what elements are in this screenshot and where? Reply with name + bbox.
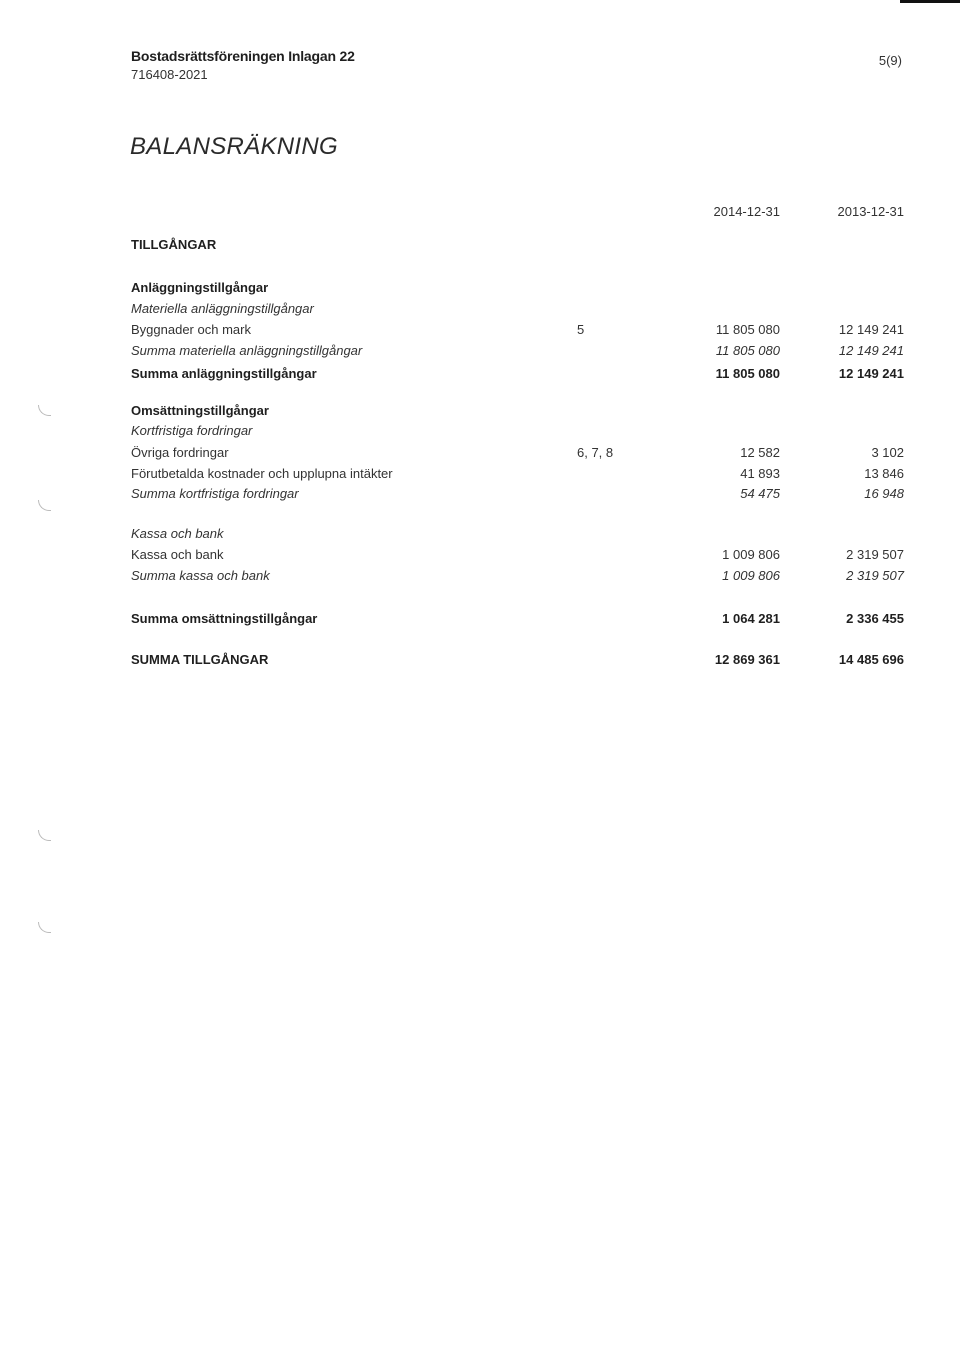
column-header-previous: 2013-12-31 bbox=[837, 204, 904, 219]
row-value-previous: 13 846 bbox=[864, 466, 904, 481]
group-heading-row bbox=[0, 401, 960, 421]
row-value-current: 11 805 080 bbox=[715, 343, 780, 358]
row-value-current: 41 893 bbox=[740, 466, 780, 481]
binder-hole-mark bbox=[38, 500, 51, 511]
subgroup-heading-row bbox=[0, 421, 960, 441]
row-label: Byggnader och mark bbox=[131, 322, 251, 337]
row-label: TILLGÅNGAR bbox=[131, 237, 217, 252]
binder-hole-mark bbox=[38, 830, 51, 841]
grand-total-row bbox=[0, 650, 960, 670]
column-header-current: 2014-12-31 bbox=[713, 204, 780, 219]
row-value-previous: 2 319 507 bbox=[846, 568, 904, 583]
table-row bbox=[0, 443, 960, 463]
row-value-previous: 2 319 507 bbox=[846, 547, 904, 562]
row-value-current: 1 064 281 bbox=[722, 611, 780, 626]
scan-edge-line bbox=[900, 0, 960, 3]
row-value-current: 12 869 361 bbox=[714, 652, 780, 667]
table-row bbox=[0, 320, 960, 340]
total-row bbox=[0, 609, 960, 629]
total-row bbox=[0, 364, 960, 384]
row-value-previous: 12 149 241 bbox=[838, 366, 904, 381]
row-value-previous: 12 149 241 bbox=[838, 343, 904, 358]
row-label: SUMMA TILLGÅNGAR bbox=[131, 652, 269, 667]
row-label: Materiella anläggningstillgångar bbox=[131, 301, 314, 316]
row-label: Summa kassa och bank bbox=[131, 568, 270, 583]
row-label: Omsättningstillgångar bbox=[131, 403, 269, 418]
page-title: BALANSRÄKNING bbox=[130, 133, 338, 160]
subgroup-heading-row bbox=[0, 299, 960, 319]
row-value-previous: 2 336 455 bbox=[846, 611, 904, 626]
binder-hole-mark bbox=[38, 922, 51, 933]
row-value-previous: 14 485 696 bbox=[838, 652, 904, 667]
row-label: Summa materiella anläggningstillgångar bbox=[131, 343, 363, 358]
subtotal-row bbox=[0, 566, 960, 586]
subgroup-heading-row bbox=[0, 524, 960, 544]
row-value-current: 12 582 bbox=[740, 445, 780, 460]
row-value-previous: 16 948 bbox=[864, 486, 904, 501]
subtotal-row bbox=[0, 341, 960, 361]
row-value-current: 1 009 806 bbox=[722, 547, 780, 562]
table-row bbox=[0, 464, 960, 484]
row-value-current: 54 475 bbox=[740, 486, 780, 501]
row-label: Övriga fordringar bbox=[131, 445, 229, 460]
section-heading-row bbox=[0, 235, 960, 255]
row-label: Kassa och bank bbox=[131, 526, 224, 541]
row-value-current: 11 805 080 bbox=[715, 322, 780, 337]
row-note: 6, 7, 8 bbox=[577, 445, 614, 460]
organization-number: 716408-2021 bbox=[131, 67, 208, 82]
row-label: Förutbetalda kostnader och upplupna intäkter bbox=[131, 466, 393, 481]
row-value-previous: 3 102 bbox=[871, 445, 904, 460]
row-value-current: 1 009 806 bbox=[722, 568, 780, 583]
group-heading-row bbox=[0, 278, 960, 298]
subtotal-row bbox=[0, 484, 960, 504]
row-note: 5 bbox=[577, 322, 585, 337]
row-label: Summa anläggningstillgångar bbox=[131, 366, 317, 381]
row-value-previous: 12 149 241 bbox=[838, 322, 904, 337]
row-label: Kortfristiga fordringar bbox=[131, 423, 253, 438]
row-label: Summa omsättningstillgångar bbox=[131, 611, 318, 626]
row-label: Kassa och bank bbox=[131, 547, 224, 562]
row-label: Anläggningstillgångar bbox=[131, 280, 269, 295]
table-row bbox=[0, 545, 960, 565]
page-number: 5(9) bbox=[878, 53, 902, 68]
row-value-current: 11 805 080 bbox=[715, 366, 780, 381]
organization-name: Bostadsrättsföreningen Inlagan 22 bbox=[131, 48, 355, 64]
row-label: Summa kortfristiga fordringar bbox=[131, 486, 299, 501]
